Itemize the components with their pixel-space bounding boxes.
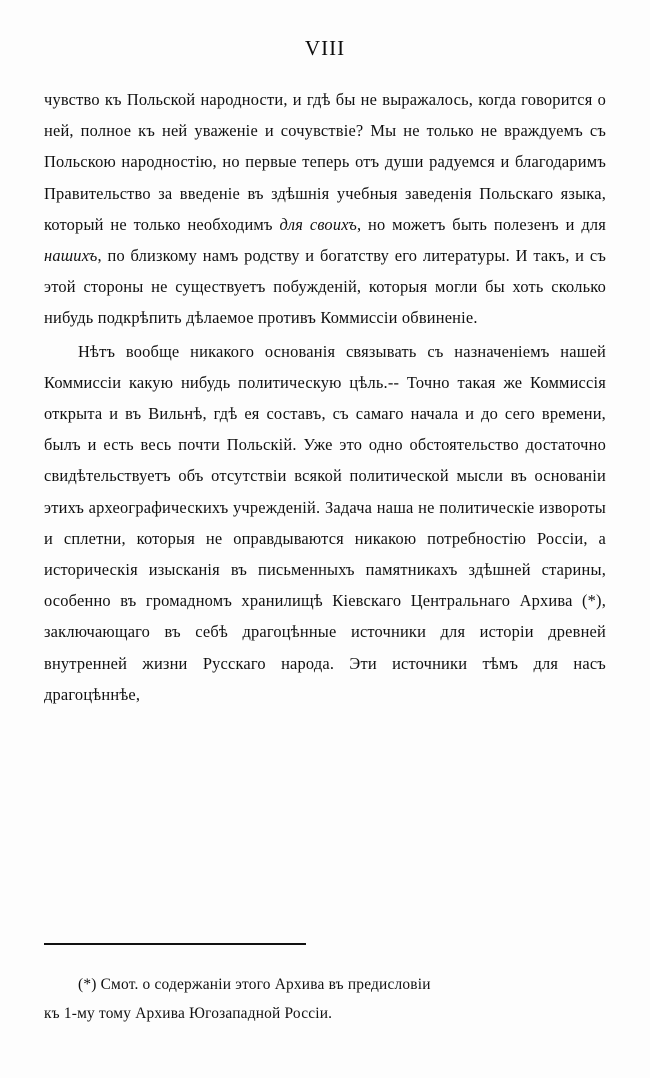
body-text-block <box>44 84 606 710</box>
paragraph-2: Нѣтъ вообще никакого основанія связывать съ назначеніемъ нашей Коммиссіи какую нибудь политическую цѣль.-- Точно такая же Коммиссія открыта и въ Вильнѣ, гдѣ ея составъ, съ самаго начала и до сего времени, былъ и есть весь почти Польскій. Уже это одно обстоятельство достаточно свидѣтельствуетъ объ отсутствіи всякой политической мысли въ основаніи этихъ археографическихъ учрежденій. Задача наша не политическіе извороты и сплетни, которыя не оправдываются никакою потребностію Россіи, а историческія изысканія въ письменныхъ памятникахъ здѣшней старины, особенно въ громадномъ хранилищѣ Кіевскаго Центральнаго Архива (*), заключающаго въ себѣ драгоцѣнные источники для исторіи древней внутренней жизни Русскаго народа. Эти источники тѣмъ для насъ драгоцѣннѣе, <box>44 341 606 704</box>
paragraph-1-segment-1: чувство къ Польской народности, и гдѣ бы не выражалось, когда говорится о ней, полное къ ней уваженіе и сочувствіе? Мы не только не враждуемъ съ Польскою народностію, но первые теперь отъ души радуемся и благодаримъ Правительство за введеніе въ здѣшнія учебныя заведенія Польскаго языка, который не только необходимъ <box>44 90 606 234</box>
footnote-separator-rule <box>44 943 306 945</box>
paragraph-1-italic-1: для своихъ <box>279 214 357 234</box>
footnote-line-2: къ 1-му тому Архива Югозападной Россіи. <box>44 1005 333 1022</box>
footnote-block <box>44 970 606 1028</box>
paragraph-1-italic-2: нашихъ <box>44 246 98 266</box>
paragraph-1-segment-2: , но можетъ быть полезенъ и для <box>357 214 606 234</box>
paragraph-1 <box>44 84 606 334</box>
page-number: VIII <box>304 36 346 60</box>
paragraph-1-segment-3: , по близкому намъ родству и богатству его литературы. И такъ, и съ этой стороны не существуетъ побужденій, которыя могли бы хоть сколько нибудь подкрѣпить дѣлаемое противъ Коммиссіи обвиненіе. <box>44 246 606 328</box>
footnote-line-1: (*) Смот. о содержаніи этого Архива въ предисловіи <box>78 976 431 993</box>
